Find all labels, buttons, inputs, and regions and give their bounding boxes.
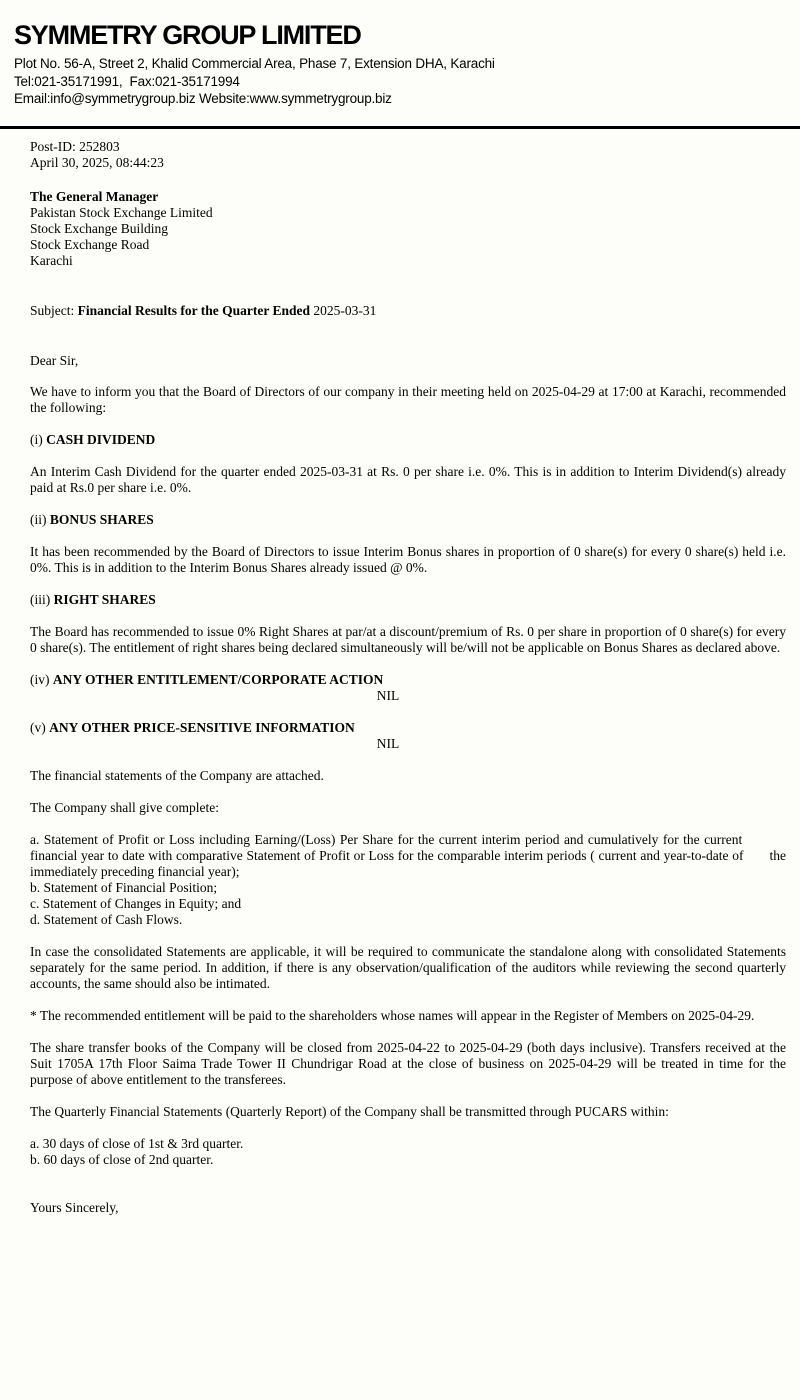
quarters-list-item: a. 30 days of close of 1st & 3rd quarter. <box>30 1135 244 1151</box>
company-tel-fax: Tel:021-35171991, Fax:021-35171994 <box>14 73 240 89</box>
post-datetime: April 30, 2025, 08:44:23 <box>30 154 164 170</box>
transfer-books-paragraph: The share transfer books of the Company will be closed from 2025-04-22 to 2025-04-29 (both days inclusive). Transfers received at the Suit 1705A 17th Floor Saima Trade Tower II Chundrigar Road at the close of business on 2025-04-29 will be treated in time for the purpose of above entitlement to the transferees. <box>30 1039 786 1087</box>
section-title: CASH DIVIDEND <box>46 431 156 447</box>
section-heading-price-sensitive <box>30 720 786 752</box>
company-email-website: Email:info@symmetrygroup.biz Website:www.symmetrygroup.biz <box>14 91 392 106</box>
recipient-address <box>30 189 786 269</box>
consolidated-paragraph: In case the consolidated Statements are applicable, it will be required to communicate the standalone along with consolidated Statements separately for the same period. In addition, if there is any observation/qualification of the auditors while reviewing the second quarterly accounts, the same should also be intimated. <box>30 943 786 991</box>
pucars-paragraph: The Quarterly Financial Statements (Quarterly Report) of the Company shall be transmitted through PUCARS within: <box>30 1103 669 1119</box>
intro-paragraph: We have to inform you that the Board of Directors of our company in their meeting held on 2025-04-29 at 17:00 at Karachi, recommended the following: <box>30 383 786 415</box>
section-number: (iii) <box>30 591 51 607</box>
section-title: ANY OTHER PRICE-SENSITIVE INFORMATION <box>49 719 355 735</box>
quarters-list-item: b. 60 days of close of 2nd quarter. <box>30 1151 214 1167</box>
letter-body <box>0 129 800 1216</box>
section-number: (iv) <box>30 671 50 687</box>
subject-date: 2025-03-31 <box>313 302 377 318</box>
nil-value: NIL <box>376 735 400 751</box>
subject-text: Financial Results for the Quarter Ended <box>77 302 311 318</box>
section-number: (v) <box>30 719 46 735</box>
section-title: BONUS SHARES <box>49 511 154 527</box>
statements-list-item: d. Statement of Cash Flows. <box>30 911 183 927</box>
subject-line <box>30 303 786 319</box>
recipient-line: Stock Exchange Building <box>30 220 168 236</box>
statements-list-item: a. Statement of Profit or Loss including Earning/(Loss) Per Share for the current interim period and cumulatively for the current financial year to date with comparative Statement of Profit or Loss for the comparable interim periods ( current and year-to-date of the immediately preceding financial year); <box>30 831 786 879</box>
recipient-title: The General Manager <box>30 188 159 204</box>
attached-note: The financial statements of the Company are attached. <box>30 767 324 783</box>
complete-note: The Company shall give complete: <box>30 799 219 815</box>
recipient-line: Karachi <box>30 252 73 268</box>
closing: Yours Sincerely, <box>30 1199 119 1215</box>
nil-value: NIL <box>376 687 400 703</box>
salutation: Dear Sir, <box>30 352 79 368</box>
recipient-line: Pakistan Stock Exchange Limited <box>30 204 213 220</box>
company-address: Plot No. 56-A, Street 2, Khalid Commercial Area, Phase 7, Extension DHA, Karachi <box>14 56 495 71</box>
post-meta <box>30 139 786 171</box>
section-heading-right-shares <box>30 592 786 608</box>
statements-list <box>30 832 786 928</box>
statements-list-item: c. Statement of Changes in Equity; and <box>30 895 242 911</box>
section-body-right-shares: The Board has recommended to issue 0% Right Shares at par/at a discount/premium of Rs. 0 per share in proportion of 0 share(s) for every 0 share(s). The entitlement of right shares being declared simultaneously will be/will not be applicable on Bonus Shares as declared above. <box>30 623 786 655</box>
entitlement-note: * The recommended entitlement will be paid to the shareholders whose names will appear in the Register of Members on 2025-04-29. <box>30 1007 755 1023</box>
post-id: Post-ID: 252803 <box>30 138 120 154</box>
section-heading-cash-dividend <box>30 432 786 448</box>
section-body-bonus-shares: It has been recommended by the Board of Directors to issue Interim Bonus shares in proportion of 0 share(s) for every 0 share(s) held i.e. 0%. This is in addition to the Interim Bonus Shares already issued @ 0%. <box>30 543 786 575</box>
section-title: RIGHT SHARES <box>53 591 156 607</box>
section-heading-other-entitlement <box>30 672 786 704</box>
recipient-line: Stock Exchange Road <box>30 236 150 252</box>
section-heading-bonus-shares <box>30 512 786 528</box>
quarters-list <box>30 1136 786 1168</box>
subject-label: Subject: <box>30 302 75 318</box>
section-number: (i) <box>30 431 43 447</box>
section-body-cash-dividend: An Interim Cash Dividend for the quarter ended 2025-03-31 at Rs. 0 per share i.e. 0%. This is in addition to Interim Dividend(s) already paid at Rs.0 per share i.e. 0%. <box>30 463 786 495</box>
statements-list-item: b. Statement of Financial Position; <box>30 879 218 895</box>
company-name: SYMMETRY GROUP LIMITED <box>14 20 361 50</box>
letterhead <box>0 0 800 116</box>
section-number: (ii) <box>30 511 47 527</box>
section-title: ANY OTHER ENTITLEMENT/CORPORATE ACTION <box>52 671 384 687</box>
